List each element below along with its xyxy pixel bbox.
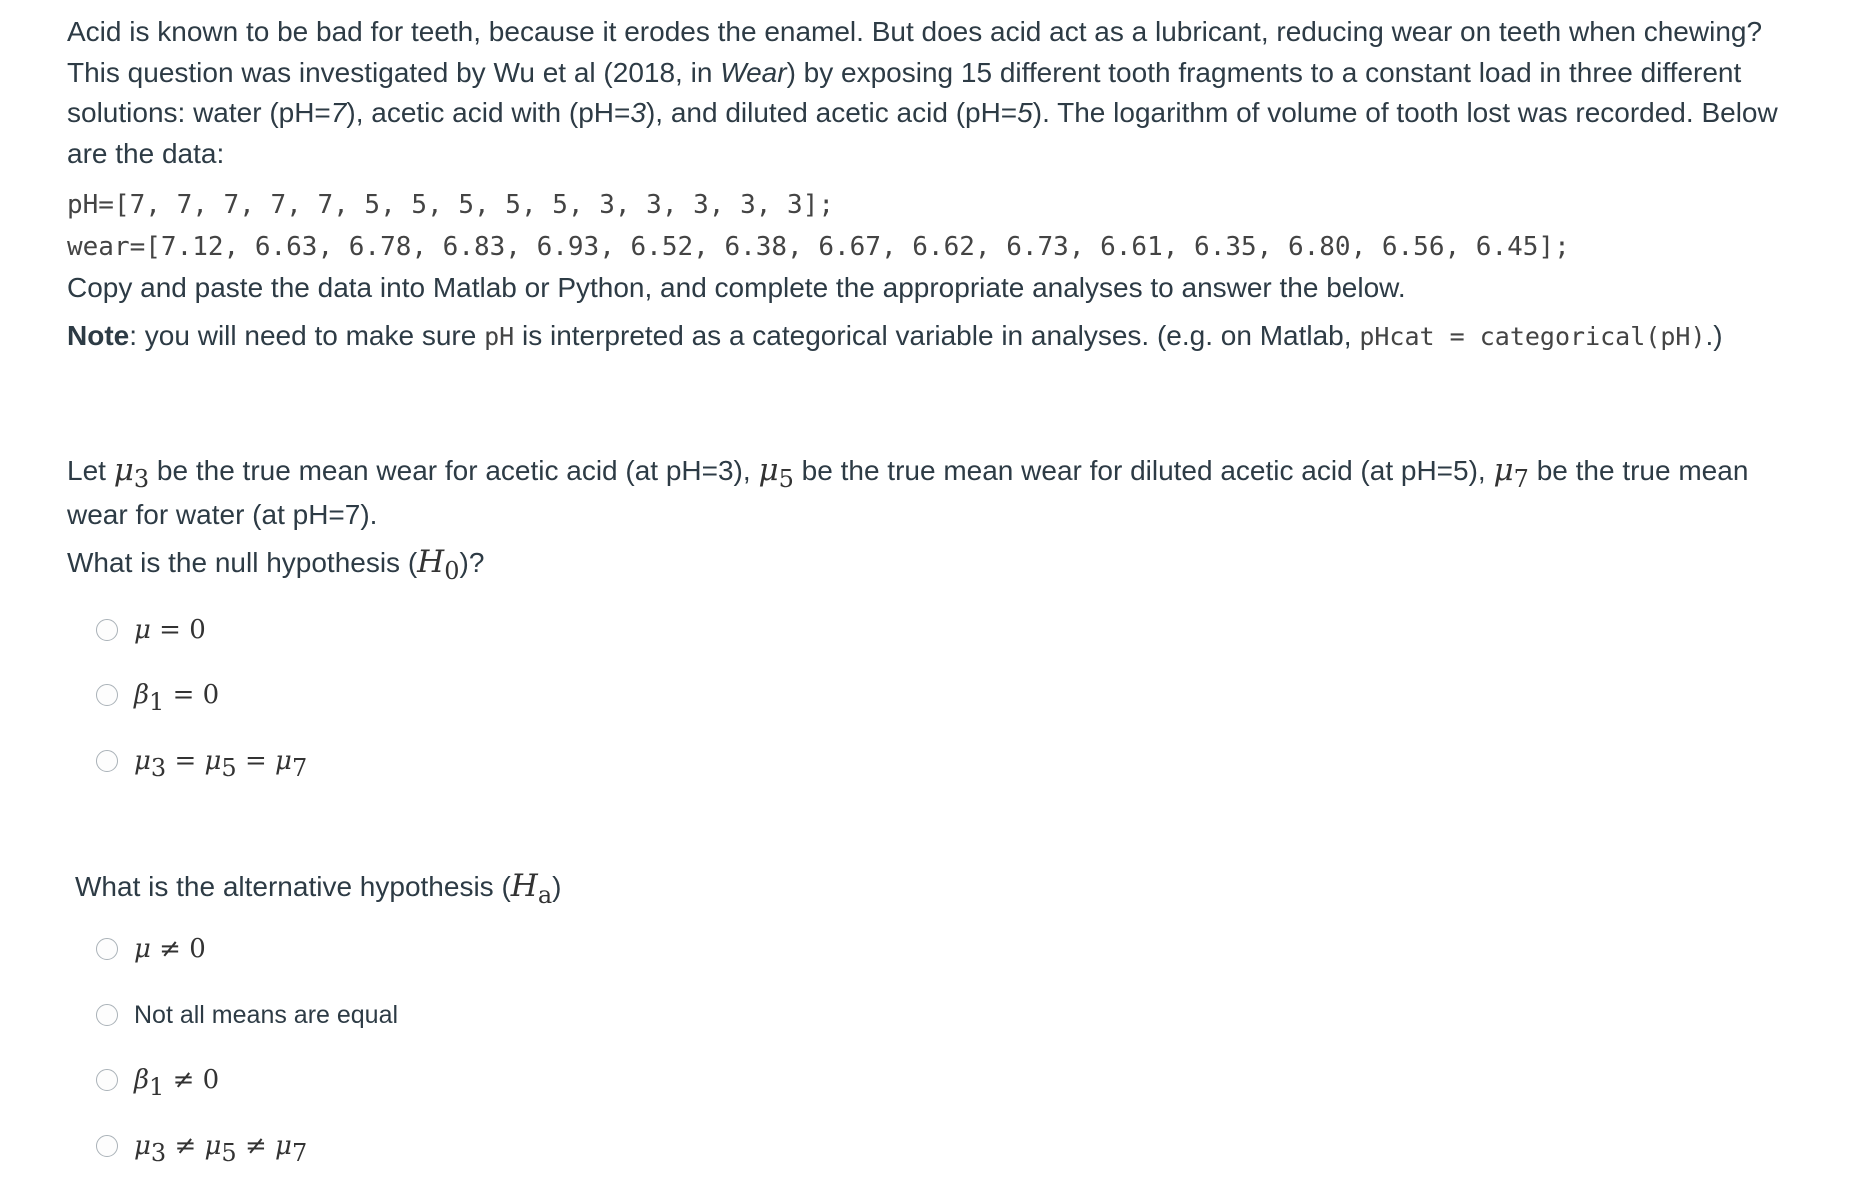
radio-button[interactable] (96, 1069, 118, 1091)
mu-glyph: μ (134, 746, 151, 776)
null-option-means-equal[interactable] (96, 741, 307, 781)
mu-glyph: μ (204, 1131, 222, 1161)
zero-digit: 0 (189, 934, 206, 964)
ph-acid-value: 3 (630, 97, 646, 128)
ph-diluted-value: 5 (1017, 97, 1033, 128)
ph-data-line: pH=[7, 7, 7, 7, 7, 5, 5, 5, 5, 5, 3, 3, 3, 3, 3]; (67, 190, 835, 220)
null-option-mu-eq-0[interactable] (96, 610, 206, 650)
intro-text-4: ), and diluted acetic acid (pH= (645, 97, 1018, 128)
definition-text-5: be the true mean wear for diluted acetic acid (at pH=5), (793, 455, 1494, 486)
option-math (134, 746, 308, 782)
mu-subscript: 5 (221, 754, 237, 782)
equals-sign: = (236, 746, 276, 776)
mu7-symbol (1493, 452, 1529, 493)
definition-text-3: be the true mean wear for acetic acid (at pH=3), (149, 455, 759, 486)
intro-text-3: ), acetic acid with (pH= (346, 97, 631, 128)
intro-text-2: ) by exposing 15 different tooth fragments to a constant load in three different solutions: water (pH= (67, 56, 1742, 128)
alt-option-means-not-equal[interactable] (96, 1126, 307, 1166)
mu-glyph: μ (275, 746, 292, 776)
null-hypothesis-question (67, 542, 484, 583)
definition-text-7: be the true mean wear for water (at pH=7). (67, 455, 1749, 530)
journal-name: Wear (720, 56, 787, 88)
h-glyph: H (510, 868, 538, 904)
alt-option-beta1-neq-0[interactable] (96, 1060, 219, 1100)
alt-option-mu-neq-0[interactable] (96, 929, 206, 969)
h0-symbol (417, 544, 460, 585)
radio-button[interactable] (96, 750, 118, 772)
radio-button[interactable] (96, 684, 118, 706)
beta-subscript: 1 (149, 1073, 165, 1101)
note-text-2: is interpreted as a categorical variable in analyses. (e.g. on Matlab, (514, 320, 1360, 351)
mu-glyph: μ (134, 615, 151, 645)
h-glyph: H (417, 544, 445, 580)
not-equals-sign: ≠ (164, 1065, 203, 1095)
not-equals-sign: ≠ (150, 934, 190, 964)
mu-glyph: μ (1493, 452, 1514, 488)
q2-prefix: What is the alternative hypothesis ( (75, 871, 511, 902)
mu-subscript: 3 (150, 754, 167, 782)
zero-digit: 0 (189, 615, 206, 645)
radio-button[interactable] (96, 1004, 118, 1026)
ha-symbol (510, 868, 553, 909)
null-option-beta1-eq-0[interactable] (96, 675, 219, 715)
alt-option-not-all-equal[interactable] (96, 995, 398, 1035)
zero-digit: 0 (202, 1065, 220, 1095)
note-text-3: .) (1705, 320, 1723, 351)
note-label: Note (67, 320, 130, 351)
instruction-text: Copy and paste the data into Matlab or Python, and complete the appropriate analyses to answer the below. (67, 272, 1406, 303)
beta-glyph: β (134, 1065, 150, 1095)
q1-suffix: )? (459, 547, 485, 578)
radio-button[interactable] (96, 619, 118, 641)
zero-digit: 0 (202, 680, 220, 710)
mu5-symbol (758, 452, 794, 493)
wear-data-line: wear=[7.12, 6.63, 6.78, 6.83, 6.93, 6.52, 6.38, 6.67, 6.62, 6.73, 6.61, 6.35, 6.80, 6.56, 6.45]; (67, 232, 1570, 262)
ph-water-value: 7 (330, 97, 347, 128)
mu-subscript: 3 (133, 465, 150, 493)
question-body (67, 12, 1787, 359)
note-paragraph (67, 314, 1787, 359)
radio-button[interactable] (96, 1135, 118, 1157)
definition-let: Let (67, 455, 114, 486)
mu-subscript: 7 (291, 1139, 308, 1167)
not-equals-sign: ≠ (236, 1131, 276, 1161)
mu-glyph: μ (758, 452, 779, 488)
mu-glyph: μ (275, 1131, 292, 1161)
mu3-symbol (113, 452, 150, 493)
mu-glyph: μ (134, 934, 151, 964)
intro-text-1: Acid is known to be bad for teeth, because it erodes the enamel. But does acid act as a lubricant, reducing wear on teeth when chewing? This question was investigated by Wu et al (2018, in (67, 16, 1763, 88)
option-math (134, 680, 220, 716)
option-math (134, 934, 206, 964)
mu-subscript: 7 (1513, 465, 1529, 493)
mu-subscript: 5 (221, 1139, 237, 1167)
equals-sign: = (150, 615, 190, 645)
option-math (134, 1131, 308, 1167)
h-subscript: a (537, 881, 553, 909)
not-equals-sign: ≠ (166, 1131, 205, 1161)
mu-glyph: μ (204, 746, 222, 776)
equals-sign: = (166, 746, 205, 776)
note-code-categorical: pHcat = categorical(pH) (1359, 322, 1706, 351)
option-math (134, 615, 206, 645)
beta-glyph: β (134, 680, 150, 710)
option-label: Not all means are equal (134, 1000, 399, 1029)
mu-glyph: μ (134, 1131, 151, 1161)
intro-text-5: ). The logarithm of volume of tooth lost was recorded. Below are the data: (67, 97, 1778, 169)
beta-subscript: 1 (149, 688, 165, 716)
h-subscript: 0 (444, 557, 460, 585)
intro-paragraph (67, 12, 1787, 174)
alternative-hypothesis-question (75, 866, 561, 907)
q1-prefix: What is the null hypothesis ( (67, 547, 418, 578)
mu-subscript: 7 (291, 754, 308, 782)
mu-glyph: μ (113, 452, 134, 488)
definition-paragraph (67, 448, 1787, 537)
note-text-1: : you will need to make sure (129, 320, 485, 351)
equals-sign: = (164, 680, 203, 710)
option-math (134, 1065, 220, 1101)
q2-suffix: ) (552, 871, 562, 902)
mu-subscript: 5 (778, 465, 794, 493)
note-code-ph: pH (484, 322, 515, 351)
mu-subscript: 3 (150, 1139, 167, 1167)
radio-button[interactable] (96, 938, 118, 960)
